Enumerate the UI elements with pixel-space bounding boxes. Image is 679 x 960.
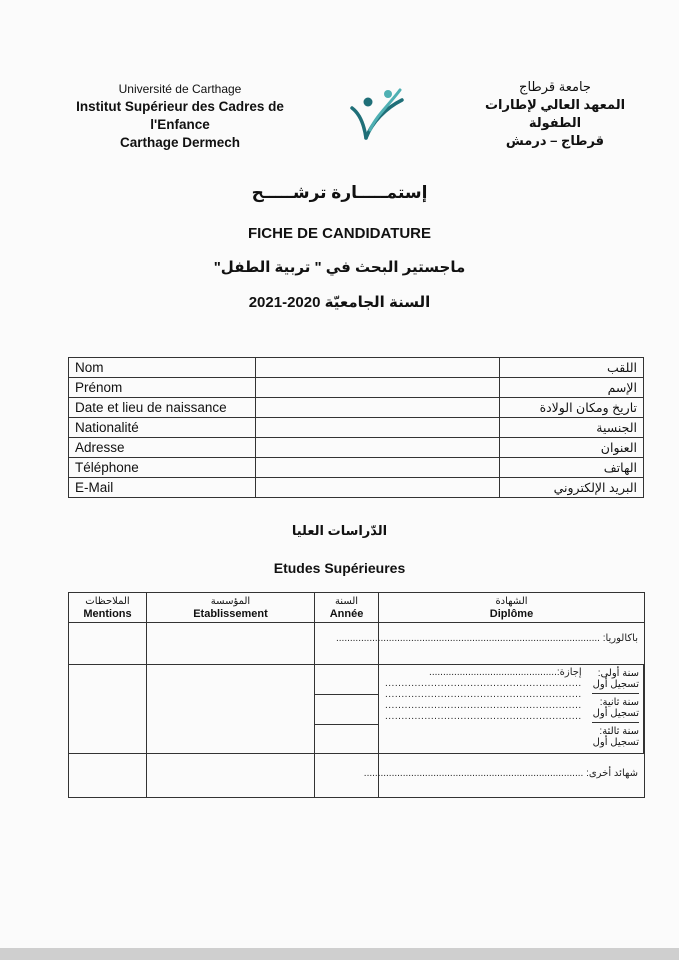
field-label-fr: Date et lieu de naissance bbox=[69, 398, 256, 418]
licence-label: إجازة:.............................................. bbox=[429, 667, 582, 678]
field-label-fr: Nationalité bbox=[69, 418, 256, 438]
year3-label: سنة ثالثة: تسجيل أول bbox=[592, 726, 639, 748]
dot-line: ............................................................ bbox=[385, 700, 582, 711]
field-input-prenom[interactable] bbox=[256, 378, 500, 398]
field-input-birth[interactable] bbox=[256, 398, 500, 418]
field-input-phone[interactable] bbox=[256, 458, 500, 478]
field-label-ar: الهاتف bbox=[500, 458, 644, 478]
table-row bbox=[69, 458, 644, 478]
table-row bbox=[69, 378, 644, 398]
header-diplome-fr: Diplôme bbox=[489, 608, 534, 620]
field-label-fr: Téléphone bbox=[69, 458, 256, 478]
cell-etablissement[interactable] bbox=[147, 665, 315, 754]
dot-line: ............................................................ bbox=[385, 711, 582, 722]
institute-name-ar: المعهد العالي لإطارات الطفولة bbox=[484, 97, 626, 130]
field-input-nationality[interactable] bbox=[256, 418, 500, 438]
header-left bbox=[60, 80, 300, 152]
field-input-nom[interactable] bbox=[256, 358, 500, 378]
institute-name-line1: Institut Supérieur des Cadres de bbox=[76, 99, 284, 114]
licence-years bbox=[588, 665, 644, 753]
cell-mentions[interactable] bbox=[69, 754, 147, 798]
field-input-address[interactable] bbox=[256, 438, 500, 458]
cell-etablissement[interactable] bbox=[147, 754, 315, 798]
institute-location: Carthage Dermech bbox=[119, 135, 241, 150]
cell-diplome-bac[interactable] bbox=[335, 623, 645, 665]
licence-dots bbox=[379, 665, 588, 753]
candidate-info-table bbox=[68, 357, 644, 498]
header-annee-fr: Année bbox=[329, 608, 364, 620]
field-label-ar: الإسم bbox=[500, 378, 644, 398]
field-label-fr: Prénom bbox=[69, 378, 256, 398]
studies-title-ar: الدّراسات العليا bbox=[291, 523, 388, 538]
other-label: شهائد أخرى: ............................................................................... bbox=[363, 768, 638, 779]
studies-row-licence bbox=[69, 665, 645, 754]
studies-header-row bbox=[69, 593, 645, 623]
field-label-ar: البريد الإلكتروني bbox=[500, 478, 644, 498]
table-row bbox=[69, 418, 644, 438]
header-annee-ar: السنة bbox=[334, 596, 359, 607]
header-annee bbox=[315, 593, 379, 623]
page-bottom-edge bbox=[0, 948, 679, 960]
header-etab-fr: Etablissement bbox=[193, 608, 268, 620]
master-title: ماجستير البحث في " تربية الطفل" bbox=[213, 259, 466, 276]
header-mentions-ar: الملاحظات bbox=[85, 596, 130, 607]
table-row bbox=[69, 478, 644, 498]
header-right bbox=[470, 78, 640, 150]
form-title-fr: FICHE DE CANDIDATURE bbox=[247, 225, 432, 242]
studies-row-bac bbox=[69, 623, 645, 665]
institute-logo bbox=[342, 86, 406, 144]
licence-block bbox=[379, 665, 644, 753]
header-diplome-ar: الشهادة bbox=[495, 596, 528, 607]
year-subcell[interactable] bbox=[315, 665, 378, 695]
cell-mentions[interactable] bbox=[69, 665, 147, 754]
cell-diplome-other[interactable] bbox=[363, 754, 645, 798]
studies-table bbox=[68, 592, 645, 798]
field-label-ar: اللقب bbox=[500, 358, 644, 378]
academic-year: السنة الجامعيّة 2020-2021 bbox=[248, 294, 431, 311]
institute-name-line2: l'Enfance bbox=[150, 117, 210, 132]
studies-row-other bbox=[69, 754, 645, 798]
form-title-ar: إستمـــــارة ترشـــــح bbox=[251, 183, 428, 202]
cell-etablissement[interactable] bbox=[147, 623, 315, 665]
year2-label: سنة ثانية: تسجيل أول bbox=[592, 694, 639, 723]
field-label-fr: Nom bbox=[69, 358, 256, 378]
field-label-ar: الجنسية bbox=[500, 418, 644, 438]
dot-line: ............................................................ bbox=[385, 689, 582, 700]
header-diplome bbox=[379, 593, 645, 623]
header-etablissement bbox=[147, 593, 315, 623]
bac-label: باكالوريا: ............................................................................................... bbox=[335, 633, 638, 644]
cell-diplome-licence[interactable] bbox=[379, 665, 645, 754]
university-name: Université de Carthage bbox=[118, 82, 242, 96]
university-name-ar: جامعة قرطاج bbox=[519, 79, 591, 94]
dot-line: ............................................................ bbox=[385, 678, 582, 689]
field-label-fr: Adresse bbox=[69, 438, 256, 458]
table-row bbox=[69, 438, 644, 458]
studies-title-fr: Etudes Supérieures bbox=[273, 560, 406, 576]
header-mentions-fr: Mentions bbox=[83, 608, 132, 620]
header-etab-ar: المؤسسة bbox=[210, 596, 251, 607]
cell-mentions[interactable] bbox=[69, 623, 147, 665]
field-label-ar: العنوان bbox=[500, 438, 644, 458]
institute-location-ar: قرطاج – درمش bbox=[505, 133, 605, 148]
table-row bbox=[69, 358, 644, 378]
year-subcell[interactable] bbox=[315, 725, 378, 753]
year-subcell[interactable] bbox=[315, 695, 378, 725]
field-label-fr: E-Mail bbox=[69, 478, 256, 498]
cell-annee-split[interactable] bbox=[315, 665, 379, 754]
header-mentions bbox=[69, 593, 147, 623]
field-input-email[interactable] bbox=[256, 478, 500, 498]
table-row bbox=[69, 398, 644, 418]
year1-label: سنة أولى: تسجيل أول bbox=[592, 665, 639, 694]
field-label-ar: تاريخ ومكان الولادة bbox=[500, 398, 644, 418]
